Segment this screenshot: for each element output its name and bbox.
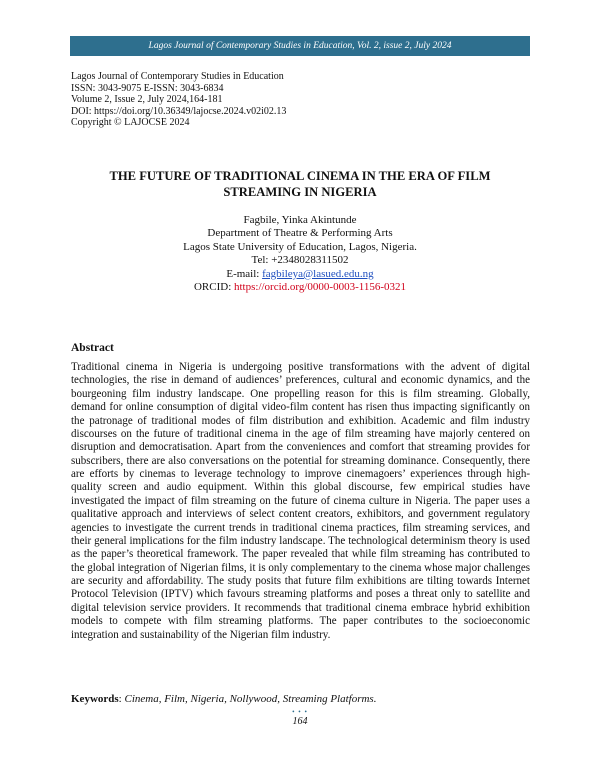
keywords-separator: :	[118, 693, 125, 705]
orcid-link[interactable]: https://orcid.org/0000-0003-1156-0321	[234, 281, 407, 294]
keywords-label: Keywords	[71, 693, 119, 705]
orcid-label: ORCID:	[193, 281, 234, 294]
author-institution: Lagos State University of Education, Lagos, Nigeria.	[183, 240, 417, 253]
footer-ornament-icon: • • •	[292, 708, 308, 716]
abstract-body: Traditional cinema in Nigeria is undergoing positive transformations with the advent of digital technologies, the rise in demand of audiences’ preferences, cultural and economic dynamics, and the bourgeoning film industry landscape. One propelling reason for this is film streaming. Globally, demand for online consumption of digital video-film content has risen thus impacting significantly on the patronage of traditional modes of film distribution and exhibition. Academic and film industry discourses on the future of traditional cinema in the age of film streaming have majorly centered on disruption and democratisation. Apart from the conveniences and comfort that streaming provides for subscribers, there are also conversations on the potential for streaming dominance. Consequently, there are efforts by cinemas to leverage technology to improve cinemagoers’ experiences through high-quality screen and audio equipment. Within this global discourse, few empirical studies have investigated the impact of film streaming on the future of cinema culture in Nigeria. The paper uses a qualitative approach and interviews of select content creators, exhibitors, and government regulatory agencies to investigate the current trends in traditional cinema practices, film streaming services, and their general implications for the film industry landscape. The technological determinism theory is used as the paper’s theoretical framework. The paper revealed that while film streaming has contributed to the global integration of Nigerian films, it is only complementary to the cinema whose major challenges are security and affordability. The study posits that future film exhibitions are tilting towards Internet Protocol Television (IPTV) which favours streaming platforms and poses a threat only to satellite and digital television service providers. It recommends that traditional cinema embrace hybrid exhibition models to compete with film streaming platforms. The paper contributes to the socioeconomic integration and sustainability of the Nigerian film industry.	[71, 361, 530, 641]
journal-name: Lagos Journal of Contemporary Studies in Education	[71, 71, 284, 82]
article-title: THE FUTURE OF TRADITIONAL CINEMA IN THE ERA OF FILM STREAMING IN NIGERIA	[109, 169, 491, 199]
doi-line: DOI: https://doi.org/10.36349/lajocse.2024.v02i02.13	[71, 105, 287, 117]
citation-metadata	[71, 71, 286, 129]
author-department: Department of Theatre & Performing Arts	[207, 227, 393, 240]
author-block	[70, 214, 530, 294]
keywords-line	[71, 693, 530, 705]
copyright-line: Copyright © LAJOCSE 2024	[71, 117, 190, 129]
page-number: 164	[292, 716, 308, 727]
author-email-line	[70, 268, 530, 281]
email-link[interactable]: fagbileya@lasued.edu.ng	[262, 267, 374, 280]
issn-line: ISSN: 3043-9075 E-ISSN: 3043-6834	[71, 82, 224, 94]
author-orcid-line	[70, 281, 530, 294]
author-name: Fagbile, Yinka Akintunde	[243, 214, 357, 226]
journal-header-banner	[70, 36, 530, 56]
abstract-heading: Abstract	[71, 342, 114, 354]
journal-header-text: Lagos Journal of Contemporary Studies in Education, Vol. 2, issue 2, July 2024	[148, 41, 452, 51]
email-label: E-mail:	[226, 267, 263, 280]
author-telephone: Tel: +2348028311502	[251, 254, 349, 267]
keywords-values: Cinema, Film, Nigeria, Nollywood, Streaming Platforms.	[124, 693, 377, 705]
volume-line: Volume 2, Issue 2, July 2024,164-181	[71, 94, 223, 106]
